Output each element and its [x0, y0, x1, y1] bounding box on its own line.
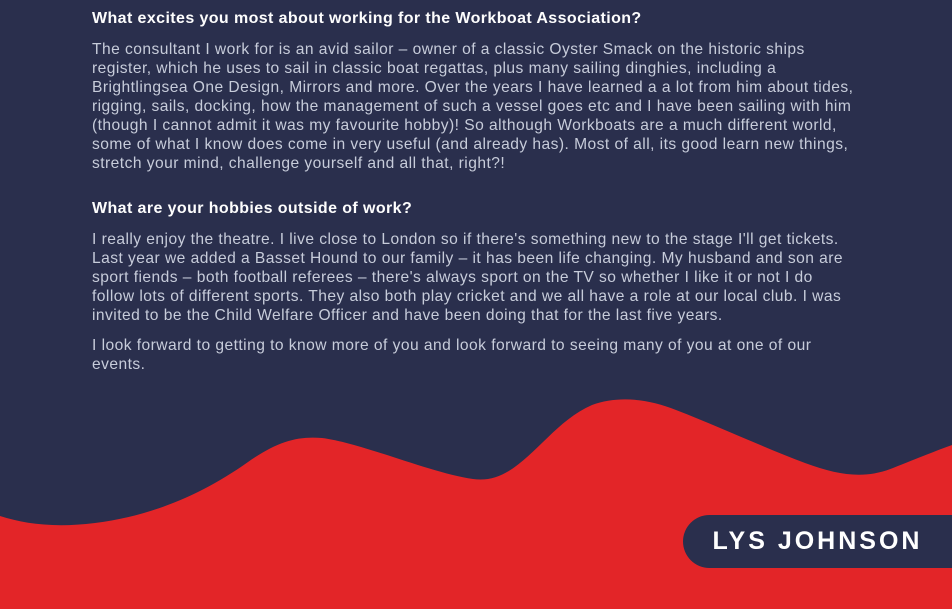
interview-text-block	[92, 9, 854, 374]
name-tag-label: LYS JOHNSON	[712, 527, 923, 555]
answer-paragraph-2: I really enjoy the theatre. I live close to London so if there's something new to the stage I'll get tickets. Last year we added a Basset Hound to our family – it has been life changing. My husband and son are sport fiends – both football referees – there's always sport on the TV so whether I like it or not I do follow lots of different sports. They also both play cricket and we all have a role at our local club. I was invited to be the Child Welfare Officer and have been doing that for the last five years.	[92, 231, 844, 324]
answer-paragraph-3: I look forward to getting to know more of you and look forward to seeing many of you at one of our events.	[92, 337, 812, 373]
answer-paragraph-1: The consultant I work for is an avid sailor – owner of a classic Oyster Smack on the historic ships register, which he uses to sail in classic boat regattas, plus many sailing dinghies, including a Brightlingsea One Design, Mirrors and more. Over the years I have learned a a lot from him about tides, rigging, sails, docking, how the management of such a vessel goes etc and I have been sailing with him (though I cannot admit it was my favourite hobby)! So although Workboats are a much different world, some of what I know does come in very useful (and already has). Most of all, its good learn new things, stretch your mind, challenge yourself and all that, right?!	[92, 41, 854, 172]
question-heading-2: What are your hobbies outside of work?	[92, 200, 413, 217]
name-tag	[683, 515, 952, 568]
question-heading-1: What excites you most about working for the Workboat Association?	[92, 10, 642, 27]
